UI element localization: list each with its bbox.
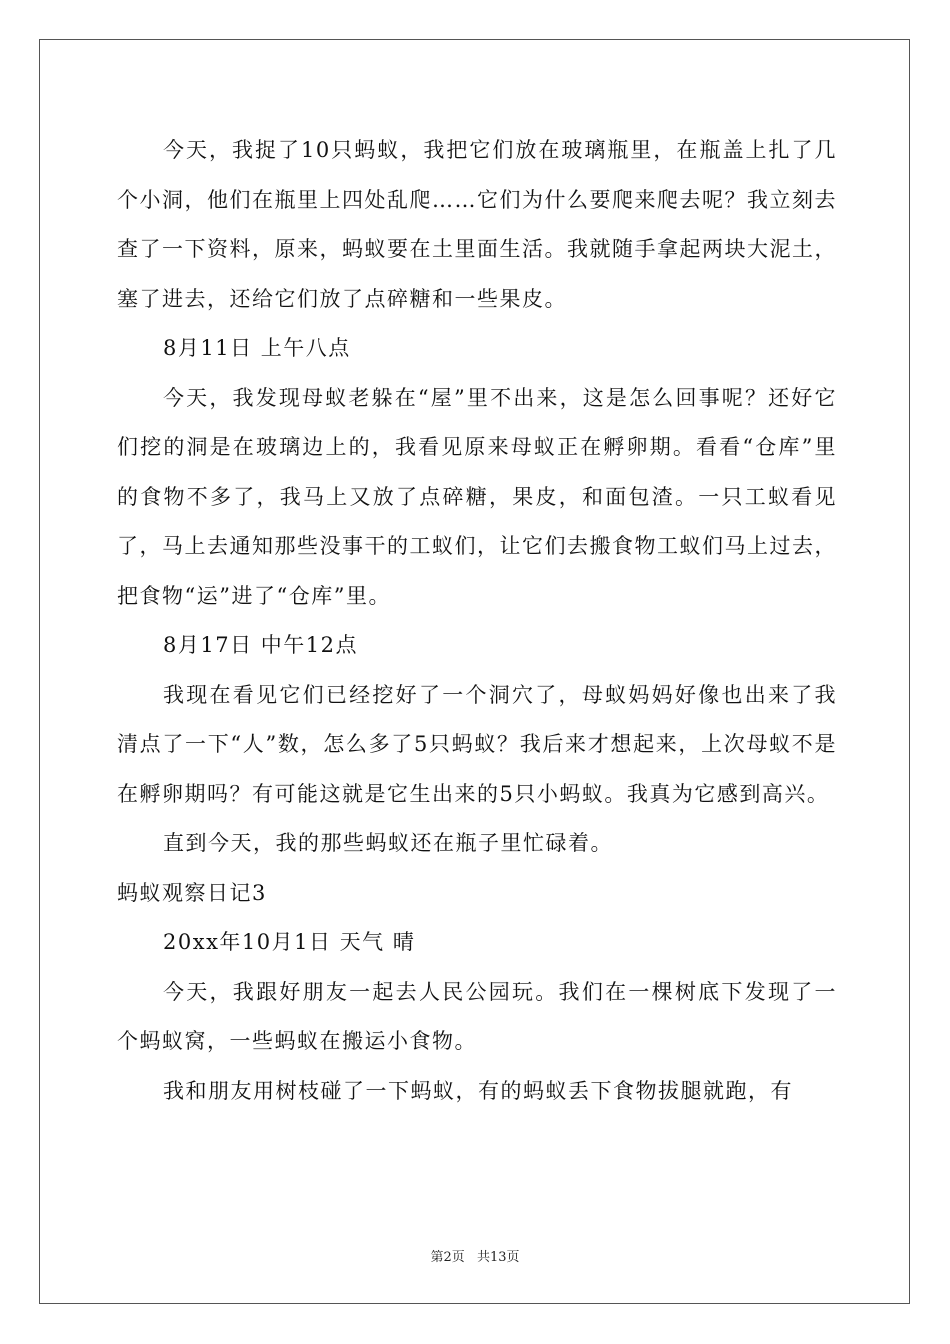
paragraph-2: 今天，我发现母蚁老躲在“屋”里不出来，这是怎么回事呢？还好它们挖的洞是在玻璃边上的，我看见原来母蚁正在孵卵期。看看“仓库”里的食物不多了，我马上又放了点碎糖，果皮，和面包渣。一只工蚁看见了，马上去通知那些没事干的工蚁们，让它们去搬食物工蚁们马上过去，把食物“运”进了“仓库”里。 [117,385,837,608]
date-heading-aug-17: 8月17日 中午12点 [163,633,358,657]
page-total: 共13页 [476,1250,520,1265]
page-number: 第2页 [430,1250,465,1265]
paragraph-3: 我现在看见它们已经挖好了一个洞穴了，母蚁妈妈好像也出来了我清点了一下“人”数，怎么多了5只蚂蚁？我后来才想起来，上次母蚁不是在孵卵期吗？有可能这就是它生出来的5只小蚂蚁。我真为它感到高兴。 [117,682,837,806]
section-title: 蚂蚁观察日记3 [117,880,267,905]
date-heading-oct-1: 20xx年10月1日 天气 晴 [163,930,416,954]
document-body [117,126,837,1116]
paragraph-5: 今天，我跟好朋友一起去人民公园玩。我们在一棵树底下发现了一个蚂蚁窝，一些蚂蚁在搬运小食物。 [117,979,837,1053]
paragraph-6: 我和朋友用树枝碰了一下蚂蚁，有的蚂蚁丢下食物拔腿就跑，有 [163,1078,793,1103]
date-heading-aug-11: 8月11日 上午八点 [163,336,351,360]
paragraph-1: 今天，我捉了10只蚂蚁，我把它们放在玻璃瓶里，在瓶盖上扎了几个小洞，他们在瓶里上四处乱爬……它们为什么要爬来爬去呢？我立刻去查了一下资料，原来，蚂蚁要在土里面生活。我就随手拿起两块大泥土，塞了进去，还给它们放了点碎糖和一些果皮。 [117,138,837,311]
page-footer [0,1246,950,1265]
paragraph-4: 直到今天，我的那些蚂蚁还在瓶子里忙碌着。 [163,831,613,855]
